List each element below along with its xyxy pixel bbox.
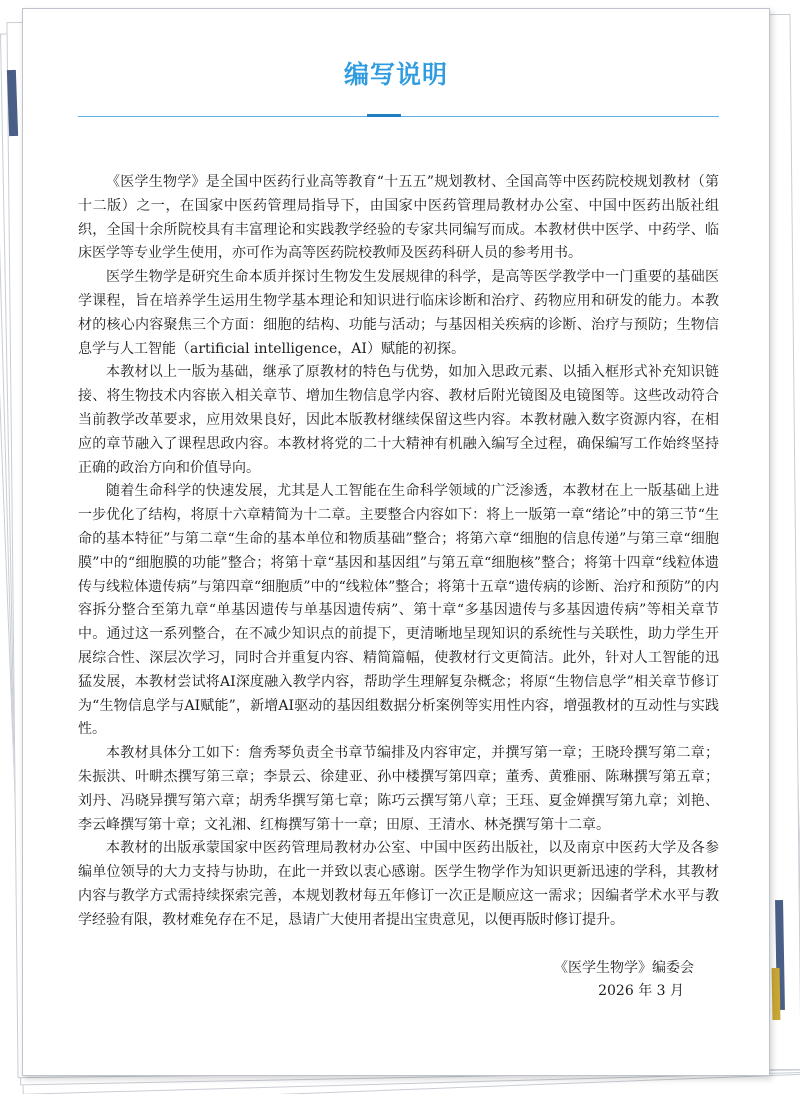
signature-block	[554, 957, 694, 1003]
title-divider-accent	[367, 114, 401, 117]
paragraph-purpose: 医学生物学是研究生命本质并探讨生物发生发展规律的科学，是高等医学教学中一门重要的基础医学课程，旨在培养学生运用生物学基本理论和知识进行临床诊断和治疗、药物应用和研发的能力。本教材的核心内容聚焦三个方面：细胞的结构、功能与活动；与基因相关疾病的诊断、治疗与预防；生物信息学与人工智能（artificial intelligence，AI）赋能的初探。	[78, 269, 719, 357]
editorial-committee: 《医学生物学》编委会	[554, 960, 694, 976]
paragraph-intro: 《医学生物学》是全国中医药行业高等教育“十五五”规划教材、全国高等中医药院校规划教材（第十二版）之一，在国家中医药管理局指导下，由国家中医药管理局教材办公室、中国中医药出版社组织，全国十余所院校具有丰富理论和实践教学经验的专家共同编写而成。本教材供中医学、中药学、临床医学等专业学生使用，亦可作为高等医药院校教师及医药科研人员的参考用书。	[78, 174, 719, 262]
paragraph-authors: 本教材具体分工如下：詹秀琴负责全书章节编排及内容审定，并撰写第一章；王晓玲撰写第二章；朱振洪、叶畊杰撰写第三章；李景云、徐建亚、孙中楼撰写第四章；董秀、黄雅丽、陈琳撰写第五章；刘丹、冯晓异撰写第六章；胡秀华撰写第七章；陈巧云撰写第八章；王珏、夏金婵撰写第九章；刘艳、李云峰撰写第十章；文礼湘、红梅撰写第十一章；田原、王清水、林尧撰写第十二章。	[78, 745, 719, 833]
paragraph-features: 本教材以上一版为基础，继承了原教材的特色与优势，如加入思政元素、以插入框形式补充知识链接、将生物技术内容嵌入相关章节、增加生物信息学内容、教材后附光镜图及电镜图等。这些改动符合当前教学改革要求，应用效果良好，因此本版教材继续保留这些内容。本教材融入数字资源内容，在相应的章节融入了课程思政内容。本教材将党的二十大精神有机融入编写全过程，确保编写工作始终坚持正确的政治方向和价值导向。	[78, 364, 719, 476]
signature-date: 2026 年 3 月	[598, 983, 684, 999]
document-body	[78, 171, 719, 933]
paragraph-restructure: 随着生命科学的快速发展，尤其是人工智能在生命科学领域的广泛渗透，本教材在上一版基础上进一步优化了结构，将原十六章精简为十二章。主要整合内容如下：将上一版第一章“绪论”中的第三节“生命的基本特征”与第二章“生命的基本单位和物质基础”整合；将第六章“细胞的信息传递”与第三章“细胞膜”中的“细胞膜的功能”整合；将第十章“基因和基因组”与第五章“细胞核”整合；将第十四章“线粒体遗传与线粒体遗传病”与第四章“细胞质”中的“线粒体”整合；将第十五章“遗传病的诊断、治疗和预防”的内容拆分整合至第九章“单基因遗传与单基因遗传病”、第十章“多基因遗传与多基因遗传病”等相关章节中。通过这一系列整合，在不减少知识点的前提下，更清晰地呈现知识的系统性与关联性，助力学生开展综合性、深层次学习，同时合并重复内容、精简篇幅，使教材行文更简洁。此外，针对人工智能的迅猛发展，本教材尝试将AI深度融入教学内容，帮助学生理解复杂概念；将原“生物信息学”相关章节修订为“生物信息学与AI赋能”，新增AI驱动的基因组数据分析案例等实用性内容，增强教材的互动性与实践性。	[78, 483, 719, 738]
document-page	[22, 8, 770, 1076]
cover-edge-gold	[772, 968, 781, 1020]
page-title: 编写说明	[343, 60, 448, 89]
paragraph-acknowledgement: 本教材的出版承蒙国家中医药管理局教材办公室、中国中医药出版社，以及南京中医药大学及各参编单位领导的大力支持与协助，在此一并致以衷心感谢。医学生物学作为知识更新迅速的学科，其教材内容与教学方式需持续探索完善，本规划教材每五年修订一次正是顺应这一需求；因编者学术水平与教学经验有限，教材难免存在不足，恳请广大使用者提出宝贵意见，以便再版时修订提升。	[78, 840, 719, 928]
